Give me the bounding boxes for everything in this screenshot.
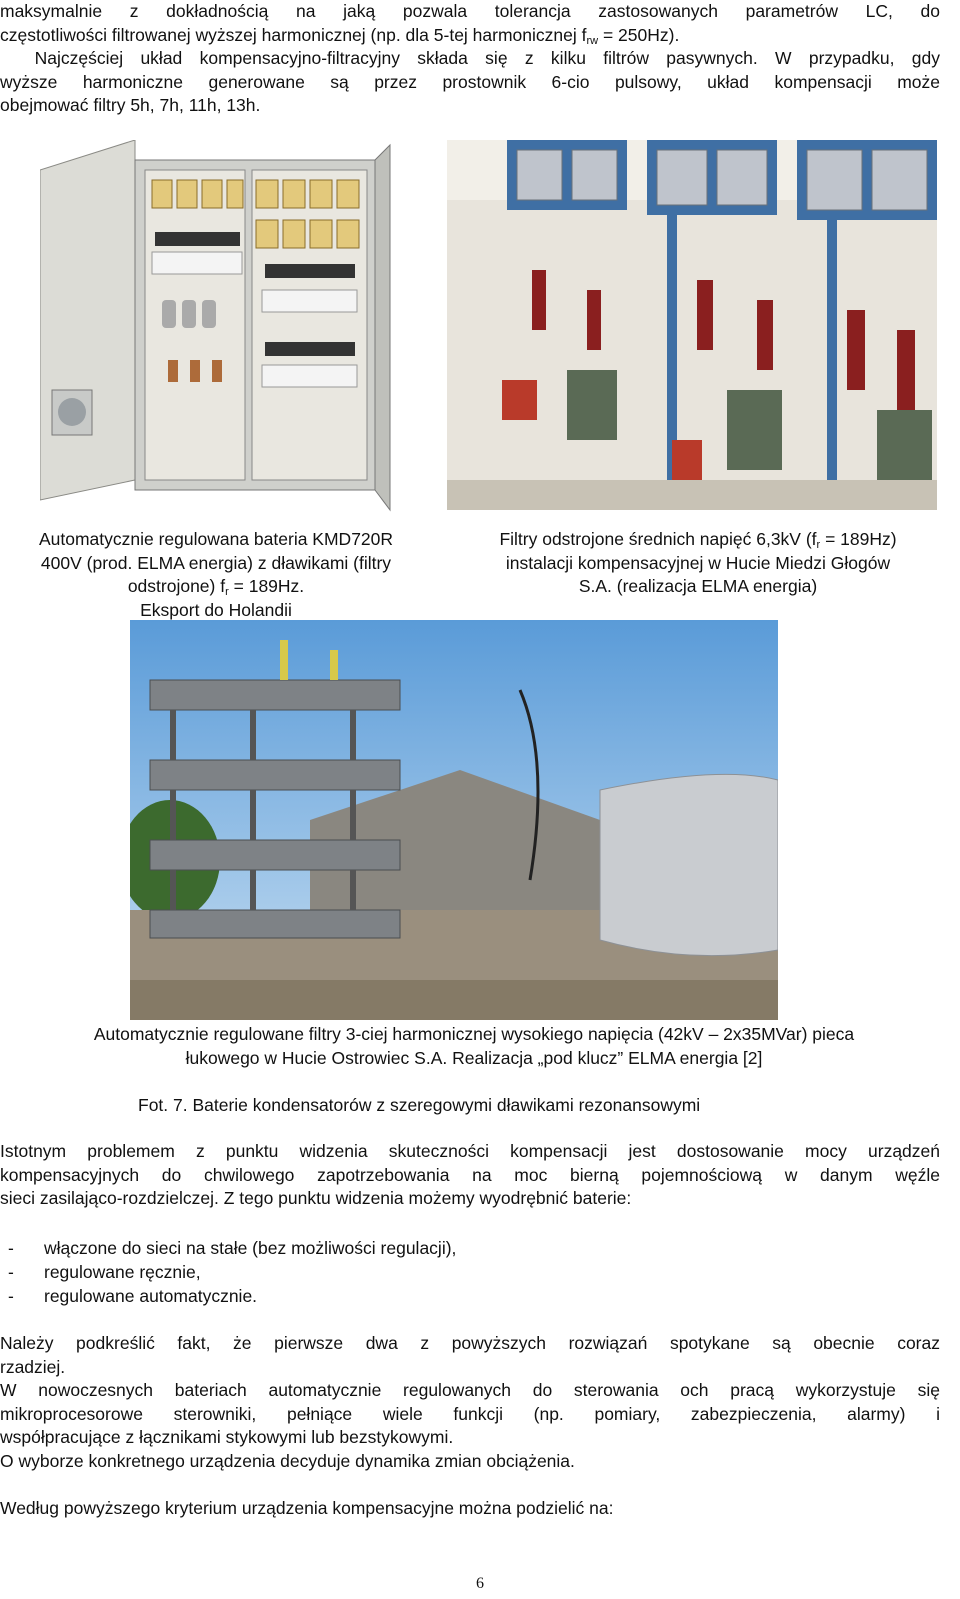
caption-bottom-line-2: łukowego w Hucie Ostrowiec S.A. Realizacja „pod klucz” ELMA energia [2] [185,1047,763,1068]
para1-line-2: kompensacyjnych do chwilowego zapotrzebowania na moc bierną pojemnościową w danym węźle [0,1164,940,1185]
intro-line-3: Najczęściej układ kompensacyjno-filtracyjny składa się z kilku filtrów pasywnych. W przypadku, gdy [0,48,940,68]
photo-capacitor-cabinet [40,140,400,520]
para1-line-1: Istotnym problemem z punktu widzenia skuteczności kompensacji jest dostosowanie mocy urządzeń [0,1141,940,1161]
caption-left-line-2: 400V (prod. ELMA energia) z dławikami (filtry [40,552,392,573]
para2-line-3: W nowoczesnych bateriach automatycznie regulowanych do sterowania och pracą wykorzystuje się [0,1380,940,1400]
para2-line-5: współpracujące z łącznikami stykowymi lub bezstykowymi. [0,1427,454,1447]
para3-line-1: Według powyższego kryterium urządzenia kompensacyjne można podzielić na: [0,1498,614,1518]
caption-left-line-3: odstrojone) $f_r = 189Hz$. [127,576,305,598]
paragraph-1 [0,1140,940,1211]
list-item: - regulowane automatycznie. [8,1286,258,1306]
caption-right-line-1: Filtry odstrojone średnich napięć 6,3kV $(f_r = 189Hz)$ [499,529,897,551]
page-number: 6 [476,1575,484,1592]
paragraph-3 [0,1497,940,1521]
caption-left [0,528,432,622]
intro-line-1: maksymalnie z dokładnością na jaką pozwala tolerancja zastosowanych parametrów LC, do [0,1,940,21]
para2-line-1: Należy podkreślić fakt, że pierwsze dwa z powyższych rozwiązań spotykane są obecnie coraz [0,1333,940,1353]
intro-line-4: wyższe harmoniczne generowane są przez prostownik 6-cio pulsowy, układ kompensacji może [0,71,940,92]
para1-line-3: sieci zasilająco-rozdzielczej. Z tego punktu widzenia możemy wyodrębnić baterie: [0,1188,632,1208]
para2-line-4: mikroprocesorowe sterowniki, pełniące wiele funkcji (np. pomiary, zabezpieczenia, alarmy) i [0,1403,940,1424]
para2-line-2: rzadziej. [0,1356,66,1377]
paragraph-2 [0,1332,940,1473]
caption-bottom-line-1: Automatycznie regulowane filtry 3-ciej harmonicznej wysokiego napięcia (42kV – 2x35MVar) pieca [93,1024,855,1044]
caption-left-line-1: Automatycznie regulowana bateria KMD720R [38,529,394,549]
para2-line-6: O wyborze konkretnego urządzenia decyduje dynamika zmian obciążenia. [0,1450,575,1471]
list-item: - włączone do sieci na stałe (bez możliwości regulacji), [8,1238,457,1258]
intro-line-2: częstotliwości filtrowanej wyższej harmonicznej (np. dla 5-tej harmonicznej $f_{rw} = 250Hz$). [0,24,680,47]
photo-mv-filters [447,140,937,510]
photo-hv-filters-outdoor [130,620,778,1020]
caption-left-line-4: Eksport do Holandii [140,599,292,620]
list-item: - regulowane ręcznie, [8,1262,201,1282]
figure-label: Fot. 7. Baterie kondensatorów z szeregowymi dławikami rezonansowymi [138,1095,701,1115]
caption-right-line-3: S.A. (realizacja ELMA energia) [578,576,818,596]
caption-right-line-2: instalacji kompensacyjnej w Hucie Miedzi Głogów [505,552,891,573]
intro-line-5: obejmować filtry 5h, 7h, 11h, 13h. [0,95,261,115]
caption-right [450,528,946,599]
intro-paragraph [0,0,940,118]
caption-bottom [0,1023,948,1070]
